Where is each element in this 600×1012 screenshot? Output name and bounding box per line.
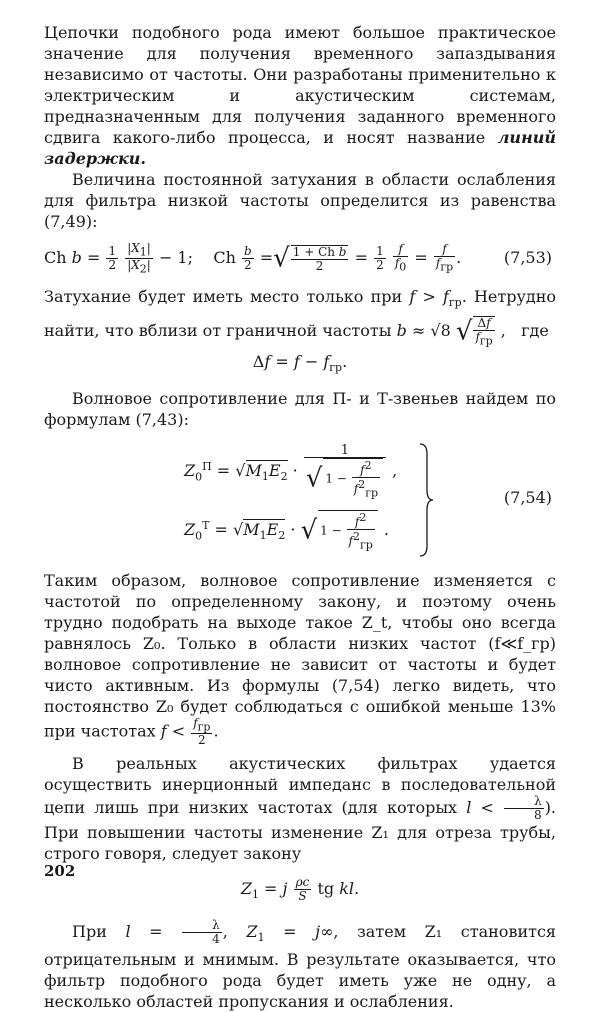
page-number: 202 <box>44 862 76 880</box>
paragraph-5: Таким образом, волновое сопротивление изменяется с частотой по определенному закону, и поэтому очень трудно подобрать на выходе такое Z_t, чтобы оно всегда равнялось Z₀. Только в области низких частот (f≪f_гр) волновое сопротивление не зависит от частоты и будет чисто активным. Из формулы (7,54) легко видеть, что постоянство Z₀ будет соблюдаться с ошибкой меньше 13% при частотах f < $\frac{f_{гр}}{2}$ . <box>44 570 556 748</box>
term-delay-lines: линий задержки. <box>44 128 556 168</box>
equation-z1: $Z_1 = j$ $\frac{\rho c}{S}$ tg kl. <box>240 875 360 904</box>
paragraph-6: В реальных акустических фильтрах удается осуществить инерционный импеданс в последовательной цепи лишь при низких частотах (для которых l < $\frac{\lambda}{8}$ ). При повышении частоты изменение Z₁ для отреза трубы, строго говоря, следует закону <box>44 754 557 864</box>
equation-number-7-54: (7,54) <box>503 487 552 507</box>
paragraph-2: Величина постоянной затухания в области ослабления для фильтра низкой частоты определится из равенства (7,49): <box>44 170 556 231</box>
equation-number-7-53: (7,53) <box>503 248 552 267</box>
equation-7-54: $Z_0^П = √M_1E_2$ · 1 √ 1 − $\frac{f^2}{f^2_{гр}}$ , $Z_0^Т = √M_1E_2$ · √ 1 − $\frac{f^2}{f^2_{гр}}$ . (7,54) <box>44 440 556 562</box>
right-brace <box>418 442 434 558</box>
paragraph-7: При l = $\frac{\lambda}{4}$ , $Z_1 = j\infty$, затем Z₁ становится отрицательным и мнимым. В результате оказывается, что фильтр подобного рода будет иметь уже не одну, а несколько областей пропускания и ослабления. <box>44 918 557 1011</box>
paragraph-3: Затухание будет иметь место только при $f > f_{гр}$. Нетрудно найти, что вблизи от граничной частоты b ≈ √8 √ $\frac{\Delta f}{f_{гр}}$ , где <box>44 287 557 348</box>
paragraph-1: Цепочки подобного рода имеют большое практическое значение для получения временного запаздывания независимо от частоты. Они разработаны применительно к электрическим и акустическим системам, предназначенным для получения заданного временного сдвига какого-либо процесса, и носят название линий задержки. <box>44 23 556 168</box>
page-content <box>44 22 556 1012</box>
equation-delta-f: $\Delta f = f - f_{гр}$. <box>252 351 348 374</box>
paragraph-4: Волновое сопротивление для П- и Т-звеньев найдем по формулам (7,43): <box>44 388 556 429</box>
equation-7-53: Ch b = $\frac{1}{2}$ $\frac{|X_1|}{|X_2|}$ − 1; Ch $\frac{b}{2}$ =√ $\frac{\text{1 + Ch b}}{2}$ = $\frac{1}{2}$ $\frac{f}{f_0}$ = $\frac{f}{f_{гр}}$ . (7,53) <box>44 240 552 276</box>
